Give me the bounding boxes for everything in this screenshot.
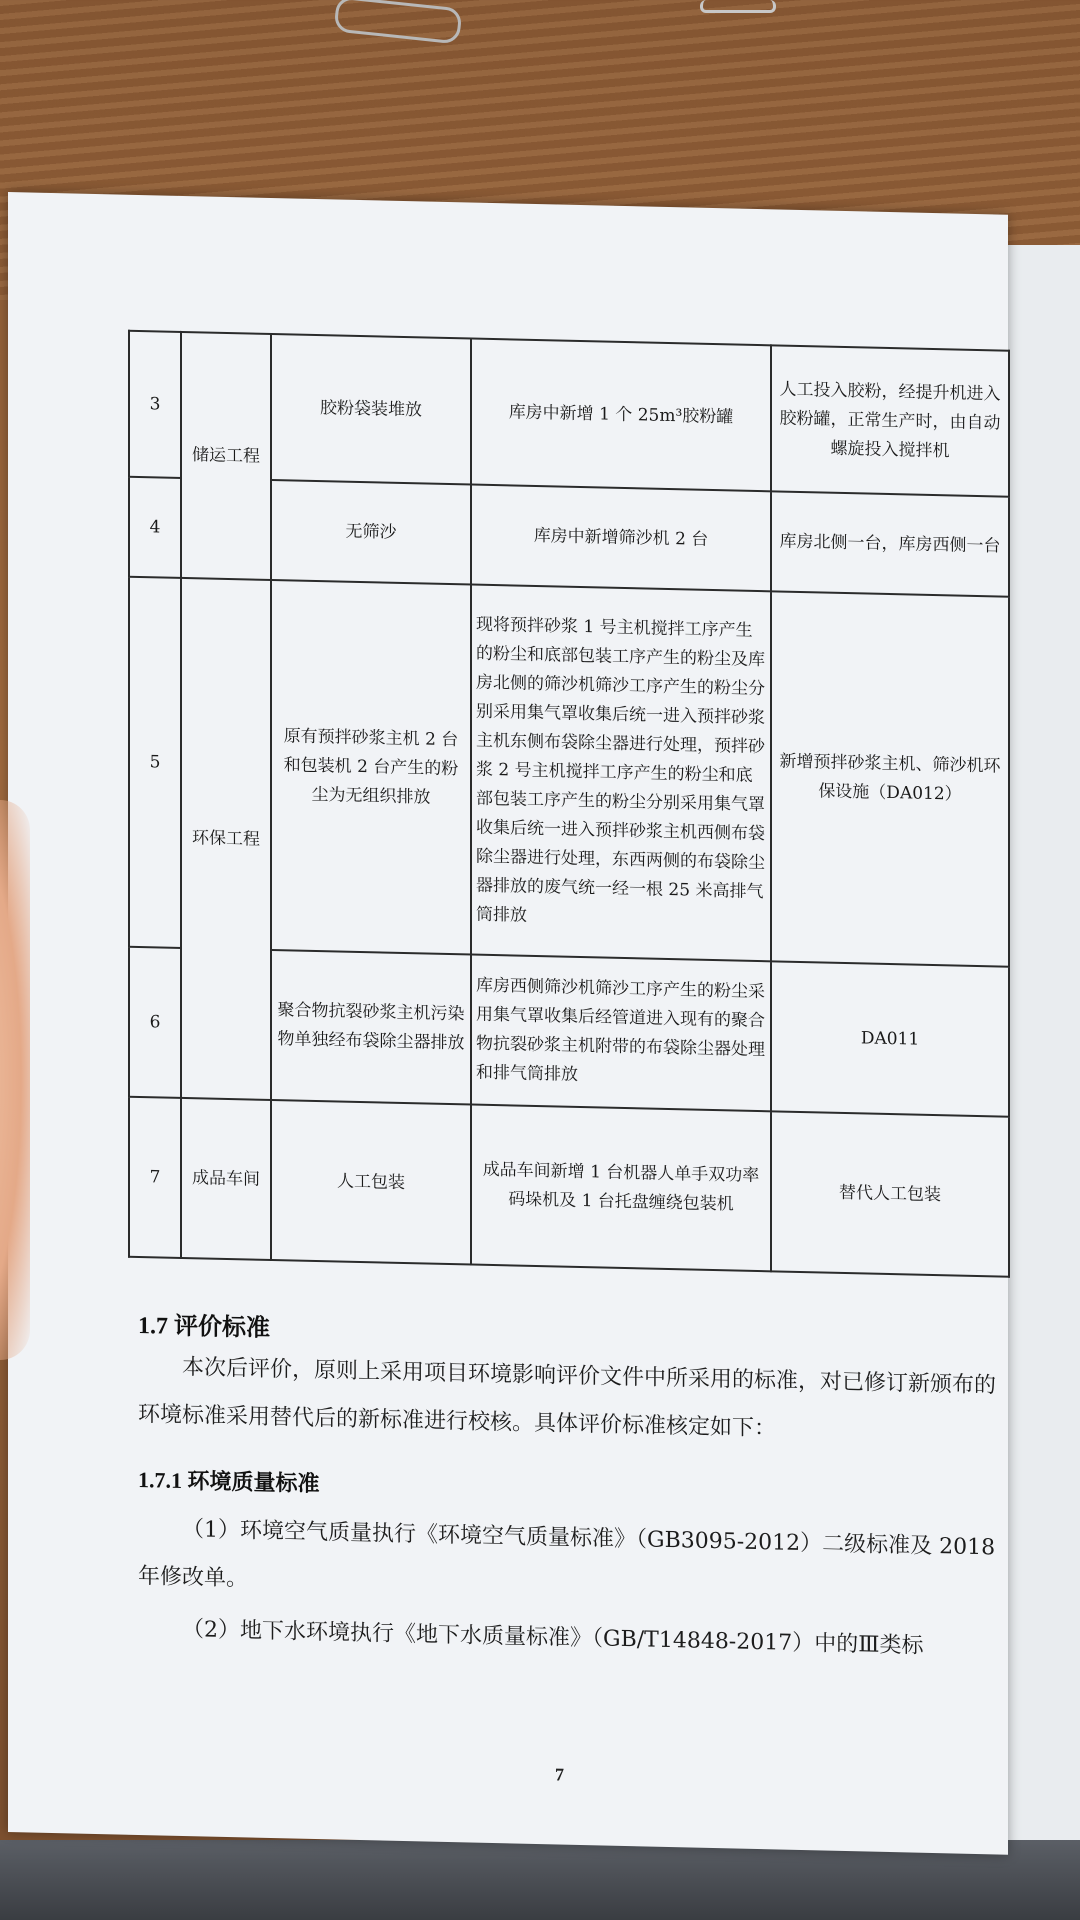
category-cell: 储运工程 [181,332,271,580]
after-cell: 现将预拌砂浆 1 号主机搅拌工序产生的粉尘和底部包装工序产生的粉尘及库房北侧的筛沙机筛沙工序产生的粉尘分别采用集气罩收集后统一进入预拌砂浆主机东侧布袋除尘器进行处理，预拌砂浆 2 号主机搅拌工序产生的粉尘和底部包装工序产生的粉尘分别采用集气罩收集后统一进入预拌砂浆主机西侧布袋除尘器进行处理，东西两侧的布袋除尘器排放的废气统一经一根 25 米高排气筒排放 [471,585,771,962]
row-number: 3 [129,331,181,478]
table-row [129,577,1009,967]
note-cell: 新增预拌砂浆主机、筛沙机环保设施（DA012） [771,591,1009,966]
note-cell: 替代人工包装 [771,1111,1009,1276]
paperclip [700,0,776,13]
standard-item-2: （2）地下水环境执行《地下水质量标准》（GB/T14848-2017）中的Ⅲ类标 [182,1616,924,1659]
note-cell: DA011 [771,961,1009,1116]
section-intro: 本次后评价，原则上采用项目环境影响评价文件中所采用的标准，对已修订新颁布的环境标准采用替代后的新标准进行校核。具体评价标准核定如下： [138,1354,997,1442]
before-cell: 原有预拌砂浆主机 2 台和包装机 2 台产生的粉尘为无组织排放 [271,580,471,955]
before-cell: 无筛沙 [271,480,471,585]
after-cell: 成品车间新增 1 台机器人单手双功率码垛机及 1 台托盘缠绕包装机 [471,1105,771,1272]
category-cell: 成品车间 [181,1098,271,1260]
note-cell: 人工投入胶粉，经提升机进入胶粉罐，正常生产时，由自动螺旋投入搅拌机 [771,345,1009,496]
after-cell: 库房西侧筛沙机筛沙工序产生的粉尘采用集气罩收集后经管道进入现有的聚合物抗裂砂浆主机附带的布袋除尘器处理和排气筒排放 [471,955,771,1112]
row-number: 7 [129,1097,181,1258]
before-cell: 胶粉袋装堆放 [271,334,471,485]
standard-item-1: （1）环境空气质量执行《环境空气质量标准》（GB3095-2012）二级标准及 2018 年修改单。 [138,1516,996,1592]
page-number: 7 [555,1764,564,1785]
table-row [129,1097,1009,1277]
after-cell: 库房中新增筛沙机 2 台 [471,485,771,592]
row-number: 5 [129,577,181,948]
subsection-title: 1.7.1 环境质量标准 [138,1466,320,1497]
category-cell: 环保工程 [181,578,271,1100]
section-title: 1.7 评价标准 [138,1312,270,1342]
finger [0,800,30,1360]
table-row [129,331,1009,497]
project-change-table [128,330,1010,1278]
row-number: 4 [129,477,181,578]
after-cell: 库房中新增 1 个 25m³胶粉罐 [471,339,771,492]
row-number: 6 [129,947,181,1098]
before-cell: 聚合物抗裂砂浆主机污染物单独经布袋除尘器排放 [271,950,471,1105]
note-cell: 库房北侧一台，库房西侧一台 [771,491,1009,596]
document-page [8,192,1008,1855]
before-cell: 人工包装 [271,1100,471,1265]
